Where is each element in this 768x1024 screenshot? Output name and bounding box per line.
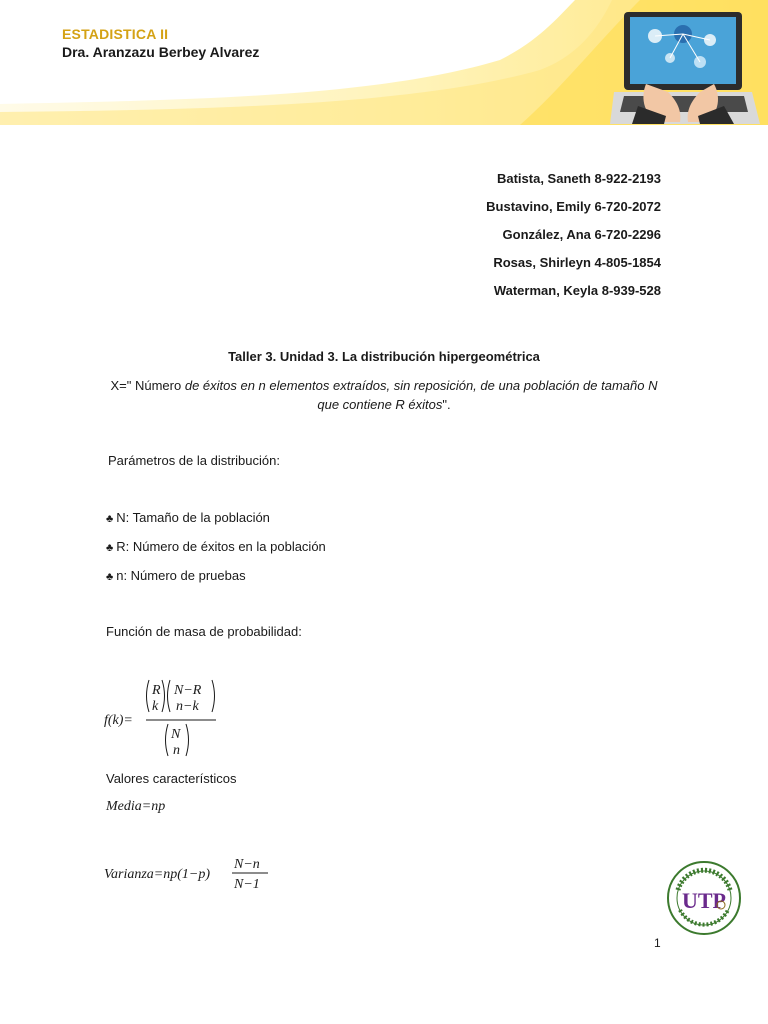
parameter-item: ♣ n: Número de pruebas (106, 568, 246, 583)
logo-text: UTP (682, 888, 726, 913)
variance-denominator: N−1 (234, 877, 260, 892)
student-name: Rosas, Shirleyn 4-805-1854 (493, 255, 661, 270)
course-title: ESTADISTICA II (62, 26, 169, 42)
club-icon: ♣ (106, 542, 114, 554)
student-name: Batista, Saneth 8-922-2193 (496, 171, 661, 186)
pmf-num1-top: R (152, 683, 161, 698)
pmf-den-bottom: n (173, 743, 180, 758)
parameter-item: ♣ N: Tamaño de la población (106, 510, 270, 525)
variance-lhs: Varianza=np(1−p) (104, 867, 211, 882)
club-icon: ♣ (106, 571, 114, 583)
pmf-heading: Función de masa de probabilidad: (106, 624, 302, 639)
pmf-den-top: N (171, 727, 181, 742)
variance-numerator: N−n (234, 857, 260, 872)
student-name: Bustavino, Emily 6-720-2072 (486, 199, 661, 214)
workshop-title: Taller 3. Unidad 3. La distribución hipergeométrica (228, 349, 540, 364)
pmf-num2-bottom: n−k (176, 699, 199, 714)
random-variable-definition (110, 376, 658, 414)
parameters-heading: Parámetros de la distribución: (108, 453, 280, 468)
mean-formula: Media=np (106, 799, 166, 814)
definition-italic: de éxitos en n elementos extraídos, sin reposición, de una población de tamaño N que contiene R éxitos (184, 378, 658, 412)
variance-formula (104, 852, 274, 896)
student-list (486, 165, 661, 305)
student-name: González, Ana 6-720-2296 (502, 227, 661, 242)
club-icon: ♣ (106, 513, 114, 525)
parameter-item: ♣ R: Número de éxitos en la población (106, 539, 326, 554)
header-band (0, 0, 768, 125)
definition-prefix: X=" Número (110, 378, 185, 393)
laptop-illustration-icon (610, 6, 760, 124)
professor-name: Dra. Aranzazu Berbey Alvarez (62, 44, 260, 60)
pmf-num2-top: N−R (174, 683, 202, 698)
university-seal-icon (666, 860, 742, 936)
pmf-num1-bottom: k (152, 699, 159, 714)
pmf-lhs: f(k)= (104, 713, 133, 728)
pmf-formula (104, 676, 224, 762)
page-number: 1 (654, 936, 661, 950)
student-name: Waterman, Keyla 8-939-528 (493, 283, 661, 298)
definition-suffix: ". (442, 397, 451, 412)
characteristics-heading: Valores característicos (106, 771, 237, 786)
